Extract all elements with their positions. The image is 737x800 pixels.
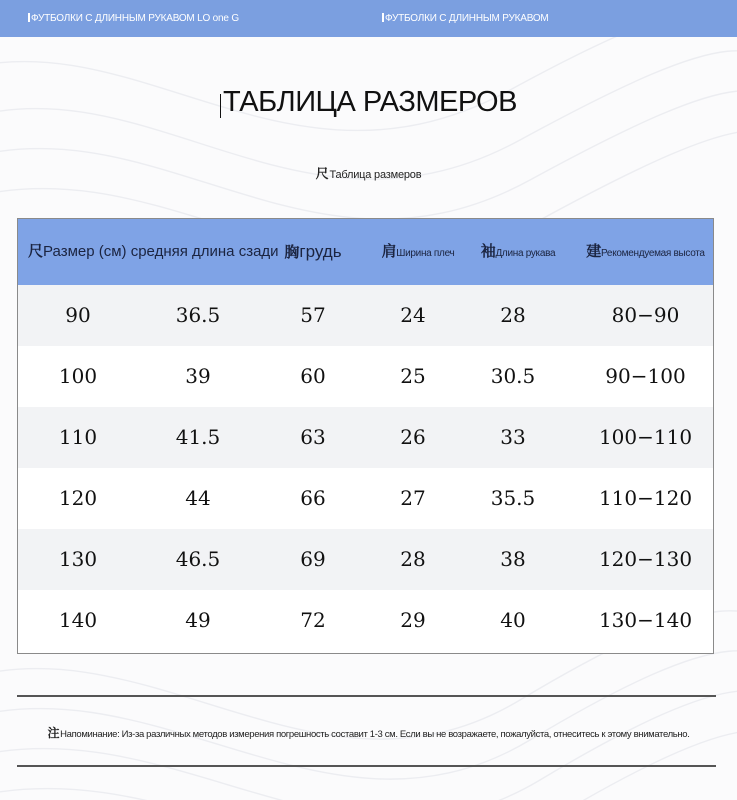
breadcrumb-marker-icon	[28, 13, 30, 22]
column-label: грудь	[299, 242, 342, 261]
size-table	[17, 218, 714, 654]
breadcrumb-left[interactable]	[28, 13, 239, 24]
cell-size: 90	[65, 303, 91, 327]
cell-shoulder: 27	[400, 486, 426, 510]
page-title-text: ТАБЛИЦА РАЗМЕРОВ	[223, 86, 517, 118]
column-glyph: 肩	[381, 243, 397, 260]
cell-chest: 69	[300, 547, 326, 571]
breadcrumb-right-label: ФУТБОЛКИ С ДЛИННЫМ РУКАВОМ	[385, 13, 549, 24]
cell-sleeve: 28	[500, 303, 526, 327]
column-label: Рекомендуемая высота	[601, 248, 705, 259]
cell-height: 80−90	[611, 303, 680, 327]
column-label: Длина рукава	[495, 248, 556, 259]
cell-chest: 60	[300, 364, 326, 388]
cell-back-length: 36.5	[175, 303, 221, 327]
divider-top	[17, 695, 716, 697]
cell-height: 120−130	[598, 547, 693, 571]
cell-height: 100−110	[598, 425, 693, 449]
column-label: Размер (см) средняя длина сзади	[43, 243, 279, 260]
column-header-sleeve-length	[478, 219, 558, 285]
cell-chest: 66	[300, 486, 326, 510]
divider-bottom	[17, 765, 716, 767]
cell-sleeve: 30.5	[490, 364, 536, 388]
cell-sleeve: 35.5	[490, 486, 536, 510]
cell-chest: 72	[300, 608, 326, 632]
breadcrumb-left-label: ФУТБОЛКИ С ДЛИННЫМ РУКАВОМ LO one G	[31, 13, 239, 24]
subtitle-glyph: 尺	[315, 166, 329, 181]
breadcrumb-marker-icon	[382, 13, 384, 22]
cell-shoulder: 24	[400, 303, 426, 327]
column-glyph: 建	[586, 243, 601, 260]
cell-height: 90−100	[605, 364, 686, 388]
cell-back-length: 39	[185, 364, 211, 388]
column-header-chest	[278, 219, 348, 285]
page-title	[0, 86, 737, 119]
cell-sleeve: 33	[500, 425, 526, 449]
text-cursor-icon	[220, 94, 221, 118]
subtitle	[0, 163, 737, 182]
cell-height: 130−140	[598, 608, 693, 632]
cell-back-length: 49	[185, 608, 211, 632]
cell-chest: 57	[300, 303, 326, 327]
column-header-shoulder-width	[378, 219, 458, 285]
column-glyph: 袖	[480, 243, 496, 260]
column-label: Ширина плеч	[396, 248, 455, 259]
cell-shoulder: 26	[400, 425, 426, 449]
column-header-recommended-height	[578, 219, 713, 285]
cell-size: 120	[58, 486, 98, 510]
breadcrumb-right[interactable]	[382, 13, 549, 24]
column-glyph: 尺	[28, 243, 44, 260]
cell-size: 130	[58, 547, 98, 571]
table-row	[18, 529, 713, 590]
column-header-size-back-length	[28, 219, 278, 285]
cell-chest: 63	[300, 425, 326, 449]
cell-size: 140	[58, 608, 98, 632]
cell-back-length: 41.5	[175, 425, 221, 449]
cell-size: 100	[58, 364, 98, 388]
table-row	[18, 590, 713, 651]
table-row	[18, 468, 713, 529]
cell-back-length: 44	[185, 486, 211, 510]
table-header	[18, 219, 713, 286]
cell-back-length: 46.5	[175, 547, 221, 571]
top-header-bar	[0, 0, 737, 37]
cell-shoulder: 28	[400, 547, 426, 571]
cell-sleeve: 38	[500, 547, 526, 571]
measurement-note	[0, 724, 737, 741]
note-glyph: 注	[47, 726, 60, 740]
table-row	[18, 285, 713, 346]
cell-height: 110−120	[598, 486, 693, 510]
column-glyph: 胸	[284, 244, 300, 261]
cell-size: 110	[58, 425, 98, 449]
table-row	[18, 407, 713, 468]
cell-shoulder: 25	[400, 364, 426, 388]
table-row	[18, 346, 713, 407]
cell-sleeve: 40	[500, 608, 526, 632]
cell-shoulder: 29	[400, 608, 426, 632]
note-text: Напоминание: Из-за различных методов измерения погрешность составит 1-3 см. Если вы не возражаете, пожалуйста, отнеситесь к этому внимательно.	[60, 729, 690, 740]
subtitle-text: Таблица размеров	[329, 169, 422, 181]
